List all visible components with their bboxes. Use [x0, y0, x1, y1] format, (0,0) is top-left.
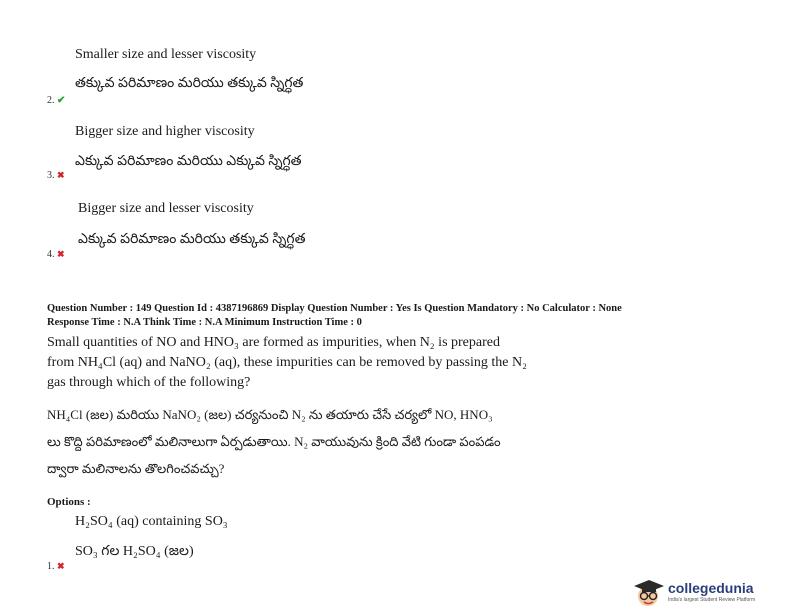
question-text-en-2: from NH₄Cl (aq) and NaNO₂ (aq), these impurities can be removed by passing the N₂	[47, 355, 528, 370]
question-meta-line2: Response Time : N.A Think Time : N.A Minimum Instruction Time : 0	[47, 317, 362, 328]
option-2-telugu: తక్కువ పరిమాణం మరియు తక్కువ స్నిగ్ధత	[75, 76, 304, 91]
correct-check-icon: ✔	[57, 95, 66, 106]
question-text-te-2: లు కొద్ది పరిమాణంలో మలినాలుగా ఏర్పడుతాయి. N₂ వాయువును క్రింది వేటి గుండా పంపడం	[47, 434, 501, 449]
graduate-mascot-icon	[632, 578, 666, 608]
option-4-telugu: ఎక్కువ పరిమాణం మరియు తక్కువ స్నిగ్ధత	[78, 232, 306, 247]
wrong-cross-icon: ✖	[57, 561, 65, 571]
option-4-english: Bigger size and lesser viscosity	[78, 201, 254, 216]
collegedunia-logo	[632, 578, 792, 608]
question-text-te-1: NH₄Cl (జల) మరియు NaNO₂ (జల) చర్యనుంచి N₂ ను తయారు చేసే చర్యలో NO, HNO₃	[47, 407, 493, 422]
option-3-number: 3. ✖	[47, 170, 65, 181]
option-3-telugu: ఎక్కువ పరిమాణం మరియు ఎక్కువ స్నిగ్ధత	[75, 154, 302, 169]
logo-wordmark: collegedunia	[668, 580, 754, 596]
logo-tagline: India's largest Student Review Platform	[668, 597, 756, 603]
option-2-number: 2. ✔	[47, 95, 66, 106]
question-meta-line1: Question Number : 149 Question Id : 4387196869 Display Question Number : Yes Is Question Mandatory : No Calculator : None	[47, 303, 622, 314]
question-text-en-1: Small quantities of NO and HNO₃ are formed as impurities, when N₂ is prepared	[47, 335, 500, 350]
option-1-english: H₂SO₄ (aq) containing SO₃	[75, 514, 228, 529]
question-text-te-3: ద్వారా మలినాలను తొలగించవచ్చు?	[47, 461, 225, 476]
option-2-english: Smaller size and lesser viscosity	[75, 47, 257, 62]
option-1-telugu: SO₃ గల H₂SO₄ (జల)	[75, 544, 194, 559]
wrong-cross-icon: ✖	[57, 249, 65, 259]
options-label: Options :	[47, 496, 91, 508]
option-1-number: 1. ✖	[47, 561, 65, 572]
option-4-number: 4. ✖	[47, 249, 65, 260]
wrong-cross-icon: ✖	[57, 170, 65, 180]
option-3-english: Bigger size and higher viscosity	[75, 124, 255, 139]
question-text-en-3: gas through which of the following?	[47, 375, 251, 390]
